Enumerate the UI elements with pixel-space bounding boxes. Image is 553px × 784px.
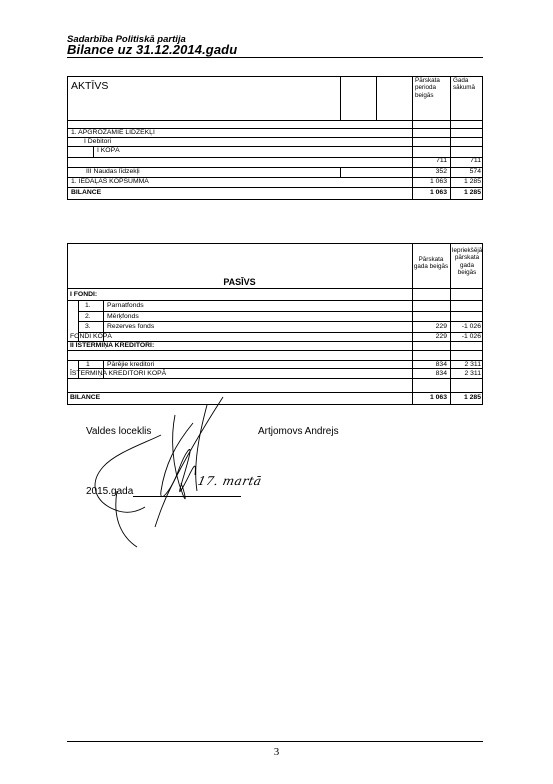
pasivs-row-value-prev: -1 026 — [461, 333, 481, 340]
aktivs-col-year-start: Gada sākumā — [453, 77, 476, 92]
aktivs-row-value-start: 711 — [470, 157, 481, 164]
aktivs-row-label: 1. APGROZĀMIE LĪDZEKĻI — [71, 129, 155, 136]
aktivs-row-label: 1. IEDAĻAS KOPSUMMA — [71, 178, 149, 185]
aktivs-bilance-label: BILANCE — [71, 189, 102, 196]
pasivs-row-value-prev: 2 311 — [464, 370, 481, 377]
pasivs-row-num: 2. — [85, 313, 91, 320]
aktivs-row-label: III Naudas līdzekļi — [86, 168, 140, 175]
aktivs-bilance-start: 1 285 — [463, 189, 481, 196]
pasivs-section-label: I FONDI: — [70, 291, 98, 298]
pasivs-row-label: FONDI KOPĀ — [70, 333, 112, 340]
aktivs-row-label: I KOPĀ — [97, 147, 120, 154]
pasivs-row-label: Pārējie kreditori — [107, 361, 155, 368]
pasivs-row-label: ĪSTERMIŅA KREDITORI KOPĀ — [70, 370, 167, 377]
header-divider — [67, 57, 483, 58]
pasivs-row-label: Parnatfonds — [107, 302, 144, 309]
pasivs-row-num: 1. — [85, 302, 91, 309]
signature-year-label: 2015.gada — [86, 486, 134, 497]
aktivs-row-value-start: 574 — [469, 168, 481, 175]
pasivs-col-prev-year-end: Iepriekšējā pārskata gada beigās — [451, 247, 483, 277]
aktivs-row-value-start: 1 285 — [463, 178, 481, 185]
aktivs-row-label: I Debitori — [84, 138, 112, 145]
pasivs-row-num: 3. — [85, 323, 91, 330]
pasivs-row-value-prev: 2 311 — [464, 361, 481, 368]
pasivs-row-value-end: 834 — [435, 361, 447, 368]
pasivs-row-value-end: 229 — [435, 333, 447, 340]
pasivs-row-value-end: 229 — [435, 323, 447, 330]
aktivs-row-value-end: 711 — [436, 157, 447, 164]
aktivs-col-period-end: Pārskata perioda beigās — [415, 77, 440, 99]
pasivs-bilance-label: BILANCE — [70, 394, 101, 401]
pasivs-row-label: Rezerves fonds — [107, 323, 155, 330]
signer-name: Artjomovs Andrejs — [258, 426, 339, 437]
signer-role: Valdes loceklis — [86, 426, 152, 437]
pasivs-row-label: Mērķfonds — [107, 313, 139, 320]
pasivs-row-num: 1 — [86, 361, 90, 368]
document-title: Bilance uz 31.12.2014.gadu — [67, 42, 238, 57]
handwritten-date: 17. martā — [196, 474, 264, 488]
pasivs-row-value-prev: -1 026 — [461, 323, 481, 330]
pasivs-bilance-prev: 1 285 — [463, 394, 481, 401]
pasivs-bilance-end: 1 063 — [429, 394, 447, 401]
aktivs-heading: AKTĪVS — [71, 80, 109, 92]
aktivs-row-value-end: 352 — [435, 168, 447, 175]
aktivs-bilance-end: 1 063 — [429, 189, 447, 196]
footer-divider — [67, 741, 483, 742]
aktivs-row-value-end: 1 063 — [429, 178, 447, 185]
pasivs-col-year-end: Pārskata gada beigās — [413, 256, 449, 271]
page-number: 3 — [273, 746, 280, 758]
organization-name: Sadarbība Politiskā partija — [67, 34, 186, 45]
pasivs-row-value-end: 834 — [435, 370, 447, 377]
pasivs-section-label: II ĪSTERMIŅA KREDITORI: — [70, 342, 155, 349]
pasivs-heading: PASĪVS — [223, 277, 256, 287]
